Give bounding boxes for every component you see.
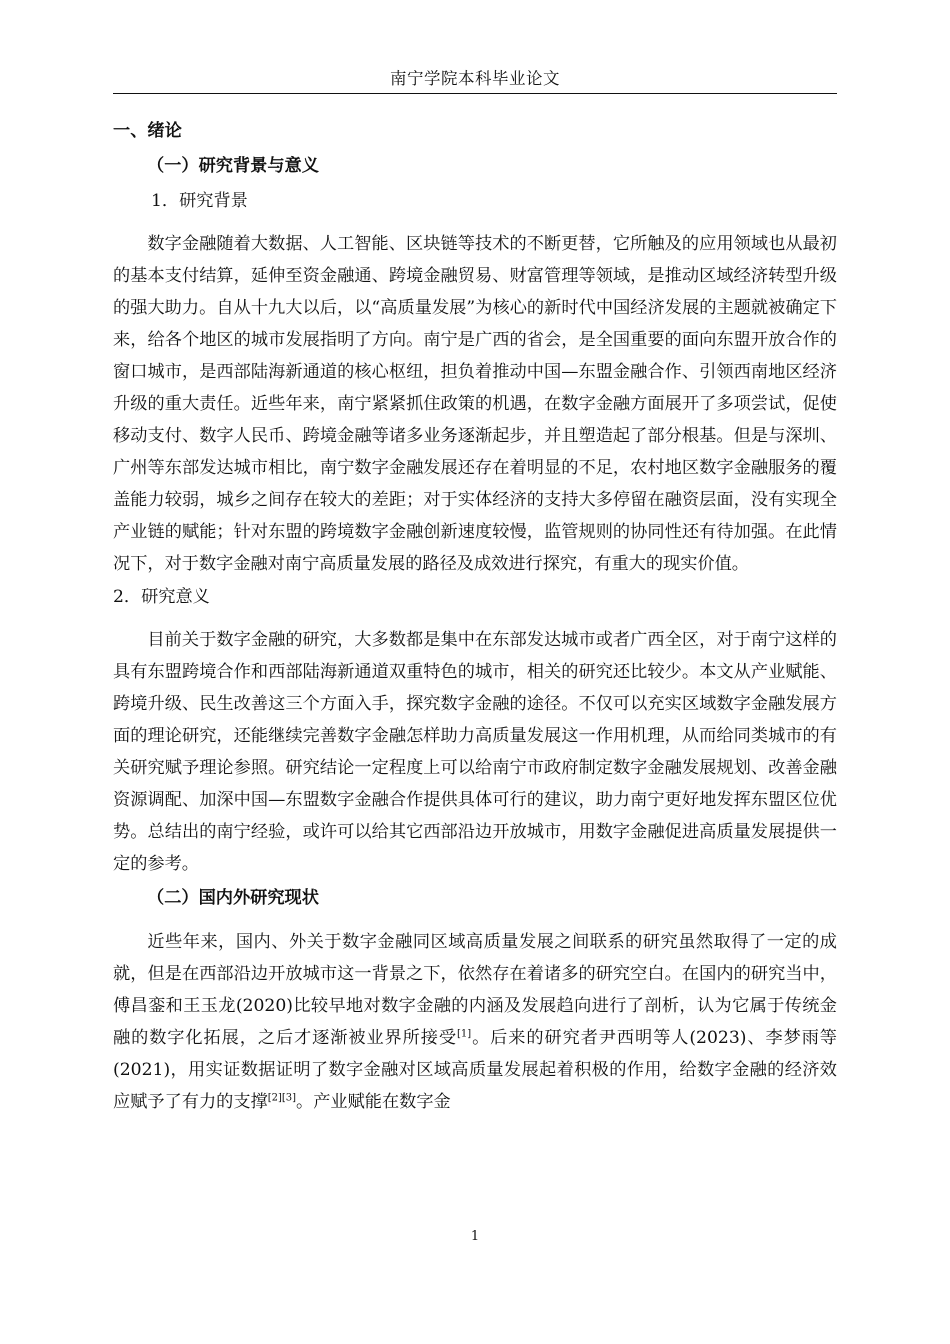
paragraph-text-segment: 。后来的研究者尹西明等人(2023)、李梦雨等(2021)，用实证数据证明了数字金融对区域高质量发展起着积极的作用，给数字金融的经济效应赋予了有力的支撑 (113, 1028, 837, 1112)
citation-reference[interactable]: [1] (456, 1028, 472, 1040)
page-number: 1 (470, 1229, 480, 1244)
paragraph-text-segment: 。产业赋能在数字金 (296, 1092, 451, 1112)
section-heading-research-status: （二）国内外研究现状 (147, 888, 319, 908)
header-divider (113, 93, 837, 94)
citation-reference[interactable]: [2][3] (267, 1092, 297, 1104)
running-header: 南宁学院本科毕业论文 (390, 69, 560, 88)
subsection-heading-significance: 2．研究意义 (113, 587, 210, 607)
paragraph-background: 数字金融随着大数据、人工智能、区块链等技术的不断更替，它所触及的应用领域也从最初的基本支付结算，延伸至资金融通、跨境金融贸易、财富管理等领域，是推动区域经济转型升级的强大助力。自从十九大以后，以“高质量发展”为核心的新时代中国经济发展的主题就被确定下来，给各个地区的城市发展指明了方向。南宁是广西的省会，是全国重要的面向东盟开放合作的窗口城市，是西部陆海新通道的核心枢纽，担负着推动中国—东盟金融合作、引领西南地区经济升级的重大责任。近些年来，南宁紧紧抓住政策的机遇，在数字金融方面展开了多项尝试，促使移动支付、数字人民币、跨境金融等诸多业务逐渐起步，并且塑造起了部分根基。但是与深圳、广州等东部发达城市相比，南宁数字金融发展还存在着明显的不足，农村地区数字金融服务的覆盖能力较弱，城乡之间存在较大的差距；对于实体经济的支持大多停留在融资层面，没有实现全产业链的赋能；针对东盟的跨境数字金融创新速度较慢，监管规则的协同性还有待加强。在此情况下，对于数字金融对南宁高质量发展的路径及成效进行探究，有重大的现实价值。 (113, 234, 837, 574)
subsection-heading-background: 1．研究背景 (151, 191, 248, 211)
section-heading-background: （一）研究背景与意义 (147, 156, 319, 176)
chapter-heading: 一、绪论 (113, 121, 182, 141)
paragraph-significance: 目前关于数字金融的研究，大多数都是集中在东部发达城市或者广西全区，对于南宁这样的具有东盟跨境合作和西部陆海新通道双重特色的城市，相关的研究还比较少。本文从产业赋能、跨境升级、民生改善这三个方面入手，探究数字金融的途径。不仅可以充实区域数字金融发展方面的理论研究，还能继续完善数字金融怎样助力高质量发展这一作用机理，从而给同类城市的有关研究赋予理论参照。研究结论一定程度上可以给南宁市政府制定数字金融发展规划、改善金融资源调配、加深中国—东盟数字金融合作提供具体可行的建议，助力南宁更好地发挥东盟区位优势。总结出的南宁经验，或许可以给其它西部沿边开放城市，用数字金融促进高质量发展提供一定的参考。 (113, 630, 837, 874)
body-content (113, 114, 837, 1118)
paragraph-text-segment: 近些年来，国内、外关于数字金融同区域高质量发展之间联系的研究虽然取得了一定的成就，但是在西部沿边开放城市这一背景之下，依然存在着诸多的研究空白。在国内的研究当中，傅昌銮和王玉龙(2020)比较早地对数字金融的内涵及发展趋向进行了剖析，认为它属于传统金融的数字化拓展，之后才逐渐被业界所接受 (113, 932, 837, 1048)
paragraph-research-status (113, 926, 837, 1118)
